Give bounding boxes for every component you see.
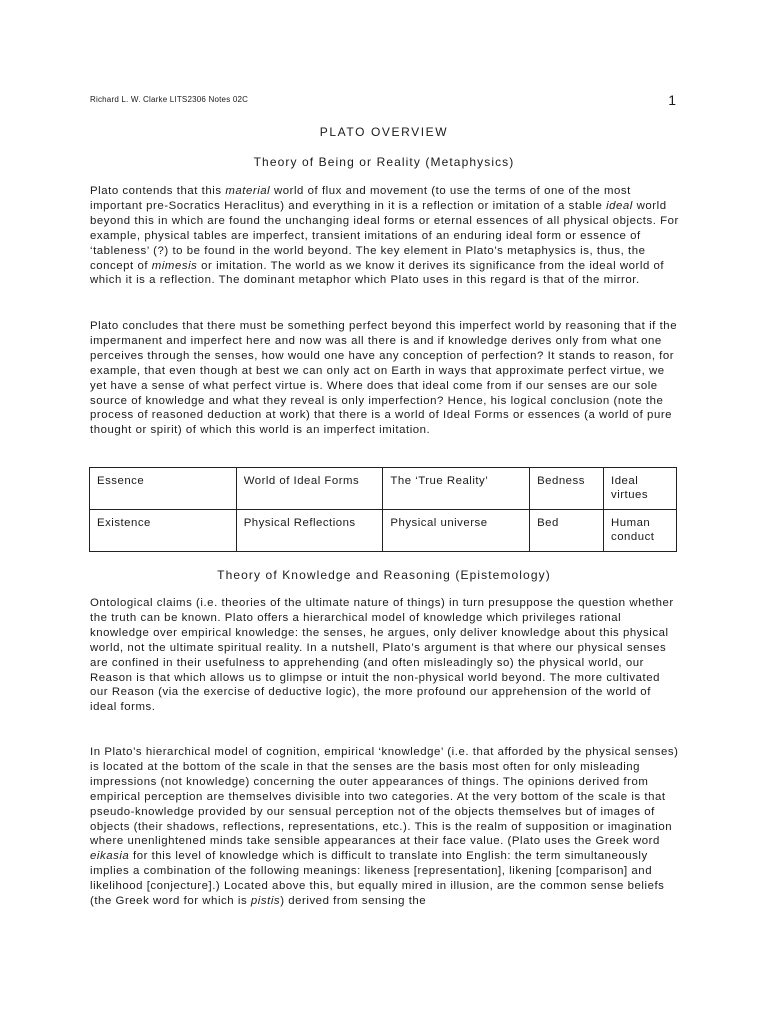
section-heading-epistemology: Theory of Knowledge and Reasoning (Epistemology): [217, 568, 551, 582]
paragraph-ontological-claims: Ontological claims (i.e. theories of the ultimate nature of things) in turn presuppose the question whether the truth can be known. Plato offers a hierarchical model of knowledge which privileges rational knowledge over empirical knowledge: the senses, he argues, only deliver knowledge about this physical world, not the ultimate spiritual reality. In a nutshell, Plato’s argument is that where our physical senses are confined in their usefulness to apprehending (and often misleadingly so) the physical world, our Reason is that which allows us to glimpse or intuit the non-physical world beyond. The more cultivated our Reason (via the exercise of deductive logic), the more profound our apprehension of the world of ideal forms.: [90, 597, 674, 714]
forms-table: [89, 467, 677, 552]
paragraph-hierarchical-model: In Plato’s hierarchical model of cognition, empirical ‘knowledge’ (i.e. that afforded by the physical senses) is located at the bottom of the scale in that the senses are the basis most often for only misleading impressions (not knowledge) concerning the outer appearances of things. The opinions derived from empirical perception are themselves divisible into two categories. At the very bottom of the scale is that pseudo-knowledge provided by our sensual perception not of the objects themselves but of images of objects (their shadows, reflections, representations, etc.). This is the realm of supposition or imagination where unenlightened minds take sensible appearances at their face value. (Plato uses the Greek word eikasia for this level of knowledge which is difficult to translate into English: the term simultaneously implies a combination of the following meanings: likeness [representation], likening [comparison] and likelihood [conjecture].) Located above this, but equally mired in illusion, are the common sense beliefs (the Greek word for which is pistis) derived from sensing the: [90, 746, 679, 908]
table-cell: Bedness: [530, 468, 604, 510]
table-cell: World of Ideal Forms: [236, 468, 383, 510]
table-row: [90, 468, 677, 510]
paragraph-perfection: Plato concludes that there must be something perfect beyond this imperfect world by reasoning that if the impermanent and imperfect here and now was all there is and if knowledge derives only from what one perceives through the senses, how would one have any conception of perfection? It stands to reason, for example, that even though at best we can only act on Earth in ways that approximate perfect virtue, we yet have a sense of what perfect virtue is. Where does that ideal come from if our senses are our sole source of knowledge and what they reveal is only imperfection? Hence, his logical conclusion (note the process of reasoned deduction at work) that there is a world of Ideal Forms or essences (a world of pure thought or spirit) of which this world is an imperfect imitation.: [90, 320, 678, 437]
page-number: 1: [668, 92, 676, 108]
table-cell: Bed: [530, 510, 604, 552]
table-cell: Existence: [90, 510, 237, 552]
document-title: PLATO OVERVIEW: [319, 125, 449, 139]
table-cell: Human conduct: [604, 510, 677, 552]
table-cell: Physical Reflections: [236, 510, 383, 552]
table-cell: The ‘True Reality’: [383, 468, 530, 510]
table-cell: Physical universe: [383, 510, 530, 552]
table-cell: Ideal virtues: [604, 468, 677, 510]
running-header: Richard L. W. Clarke LITS2306 Notes 02C: [90, 95, 249, 104]
table-row: [90, 510, 677, 552]
section-heading-metaphysics: Theory of Being or Reality (Metaphysics): [253, 155, 515, 169]
table-cell: Essence: [90, 468, 237, 510]
paragraph-mimesis: Plato contends that this material world of flux and movement (to use the terms of one of the most important pre-Socratics Heraclitus) and everything in it is a reflection or imitation of a stable ideal world beyond this in which are found the unchanging ideal forms or eternal essences of all physical objects. For example, physical tables are imperfect, transient imitations of an enduring ideal form or essence of ‘tableness’ (?) to be found in the world beyond. The key element in Plato’s metaphysics is, thus, the concept of mimesis or imitation. The world as we know it derives its significance from the ideal world of which it is a reflection. The dominant metaphor which Plato uses in this regard is that of the mirror.: [90, 185, 679, 287]
